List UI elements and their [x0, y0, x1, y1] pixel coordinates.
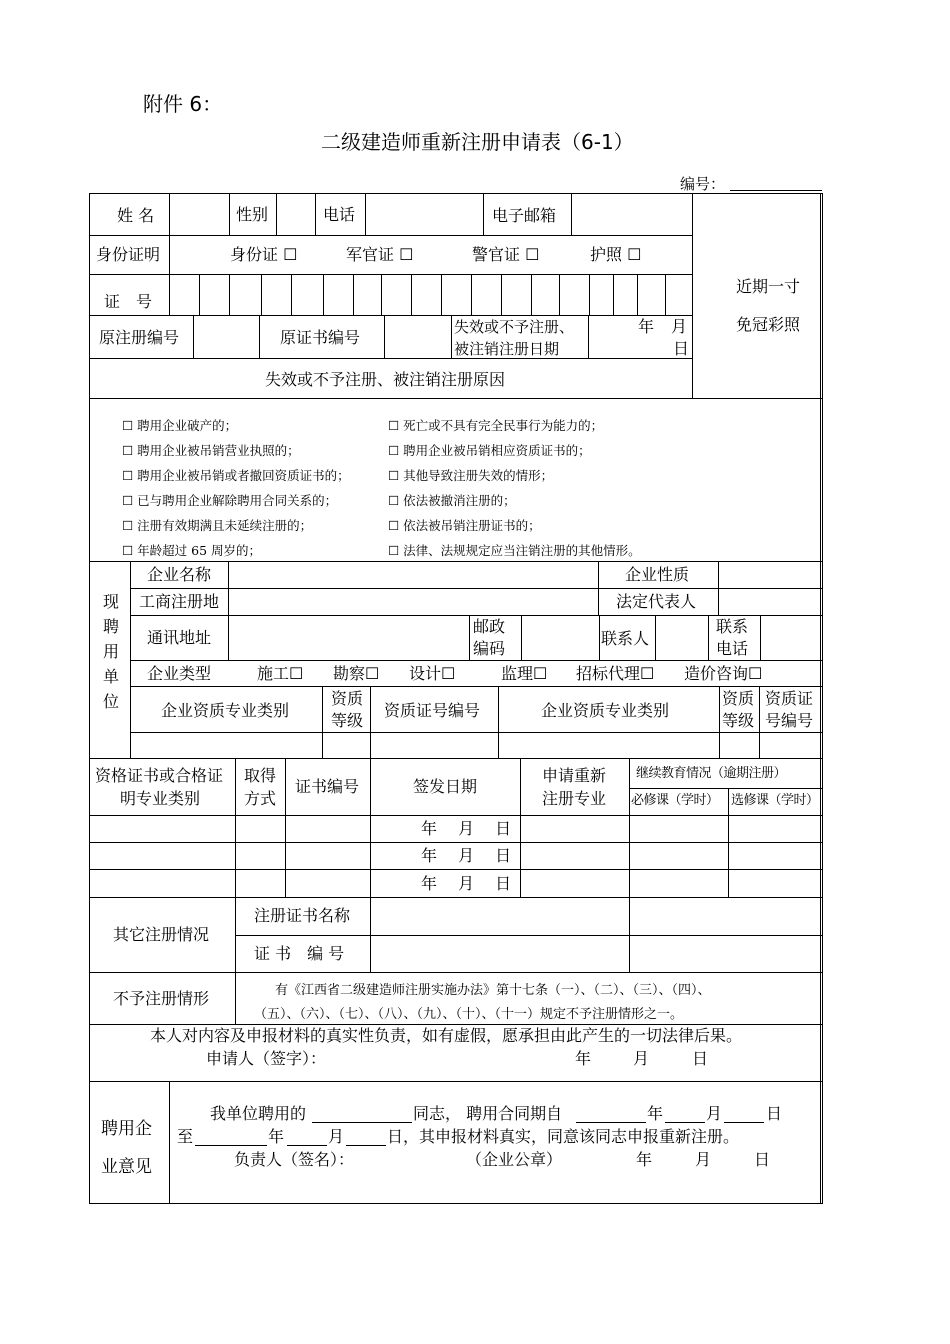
- reason-right-6[interactable]: ☐ 法律、法规规定应当注销注册的其他情形。: [388, 543, 641, 558]
- qual-col3-label: 证书编号: [295, 777, 360, 796]
- id-option-passport[interactable]: 护照 ☐: [590, 245, 642, 264]
- photo-label-line1: 近期一寸: [736, 277, 801, 296]
- opinion-year[interactable]: 年: [636, 1150, 653, 1169]
- qual-category-label-2: 企业资质专业类别: [541, 701, 670, 720]
- number-label: 编号：: [680, 175, 726, 193]
- qual-data-row[interactable]: [131, 733, 820, 758]
- opinion-line1-a: 我单位聘用的: [210, 1104, 307, 1123]
- opinion-line2-a: 至: [177, 1127, 194, 1146]
- name-field[interactable]: [170, 194, 229, 235]
- employer-opinion-label-2: 业意见: [101, 1157, 152, 1177]
- qual-cert-no-label-2b: 号编号: [765, 711, 814, 730]
- issue-date-row-3[interactable]: 年 月 日: [421, 874, 512, 893]
- company-type-label: 企业类型: [147, 664, 212, 683]
- issue-date-row-1[interactable]: 年 月 日: [421, 819, 512, 838]
- legal-rep-field[interactable]: [719, 589, 820, 615]
- employer-opinion-label-1: 聘用企: [101, 1119, 152, 1139]
- qual-cert-no-label-2a: 资质证: [765, 689, 814, 708]
- postal-field[interactable]: [522, 616, 599, 660]
- type-bidding-agent[interactable]: 招标代理☐: [576, 664, 655, 683]
- contact-label: 联系人: [601, 629, 650, 648]
- invalid-date-year[interactable]: 年: [638, 317, 655, 336]
- orig-cert-no-label: 原证书编号: [280, 328, 361, 347]
- name-label: 姓 名: [117, 206, 155, 225]
- orig-reg-no-label: 原注册编号: [99, 328, 180, 347]
- photo-label-line2: 免冠彩照: [736, 315, 801, 334]
- opinion-line2-b: 年: [268, 1127, 285, 1146]
- cert-number-field[interactable]: [170, 275, 692, 315]
- legal-rep-label: 法定代表人: [616, 592, 697, 611]
- qual-col1-label-1: 资格证书或合格证: [95, 766, 224, 785]
- employer-side-4: 单: [103, 667, 120, 686]
- type-supervision[interactable]: 监理☐: [501, 664, 548, 683]
- contract-end-day-blank[interactable]: [346, 1145, 386, 1146]
- id-option-idcard[interactable]: 身份证 ☐: [230, 245, 298, 264]
- elective-course-label: 选修课（学时）: [731, 793, 819, 808]
- number-field-line[interactable]: [730, 190, 822, 191]
- contact-phone-label-1: 联系: [716, 617, 749, 636]
- opinion-line1-c: 年: [647, 1104, 664, 1123]
- contract-start-month-blank[interactable]: [665, 1122, 705, 1123]
- declaration-year[interactable]: 年: [575, 1049, 592, 1068]
- reason-right-4[interactable]: ☐ 依法被撤消注册的；: [388, 493, 516, 508]
- required-course-label: 必修课（学时）: [631, 793, 719, 808]
- employer-side-3: 用: [103, 642, 120, 661]
- reason-left-4[interactable]: ☐ 已与聘用企业解除聘用合同关系的；: [122, 493, 338, 508]
- invalid-date-month[interactable]: 月: [671, 317, 688, 336]
- reason-left-3[interactable]: ☐ 聘用企业被吊销或者撤回资质证书的；: [122, 468, 350, 483]
- qual-cert-no-label: 资质证号编号: [384, 701, 481, 720]
- address-label: 通讯地址: [147, 628, 212, 647]
- type-design[interactable]: 设计☐: [409, 664, 456, 683]
- reg-place-label: 工商注册地: [139, 592, 220, 611]
- qual-col5-label-1: 申请重新: [542, 766, 607, 785]
- reg-cert-name-field[interactable]: [371, 898, 820, 935]
- not-registered-label: 不予注册情形: [113, 989, 210, 1008]
- opinion-line1-e: 日: [766, 1104, 783, 1123]
- contract-end-month-blank[interactable]: [287, 1145, 327, 1146]
- reason-left-5[interactable]: ☐ 注册有效期满且未延续注册的；: [122, 518, 313, 533]
- qual-level-label-4: 等级: [722, 711, 755, 730]
- reg-cert-no-field[interactable]: [371, 936, 820, 972]
- company-name-field[interactable]: [229, 562, 598, 588]
- employer-side-1: 现: [103, 592, 120, 611]
- employee-name-blank[interactable]: [312, 1122, 412, 1123]
- qual-col1-label-2: 明专业类别: [120, 789, 201, 808]
- type-survey[interactable]: 勘察☐: [333, 664, 380, 683]
- qual-col2-label-2: 方式: [244, 789, 277, 808]
- qual-col5-label-2: 注册专业: [542, 789, 607, 808]
- contact-field[interactable]: [656, 616, 708, 660]
- attachment-label: 附件 6：: [143, 92, 223, 116]
- not-registered-line-1: 有《江西省二级建造师注册实施办法》第十七条（一）、（二）、（三）、（四）、: [275, 983, 711, 998]
- page-title: 二级建造师重新注册申请表（6-1）: [321, 130, 634, 154]
- declaration-month[interactable]: 月: [633, 1049, 650, 1068]
- employer-side-2: 聘: [103, 617, 120, 636]
- reg-place-field[interactable]: [229, 589, 598, 615]
- contract-end-year-blank[interactable]: [195, 1145, 267, 1146]
- qual-level-label-1: 资质: [331, 689, 364, 708]
- gender-field[interactable]: [277, 194, 315, 235]
- gender-label: 性别: [236, 205, 269, 224]
- not-registered-line-2: （五）、（六）、（七）、（八）、（九）、（十）、（十一）规定不予注册情形之一。: [254, 1007, 684, 1022]
- opinion-line2-c: 月: [328, 1127, 345, 1146]
- declaration-text: 本人对内容及申报材料的真实性负责，如有虚假，愿承担由此产生的一切法律后果。: [150, 1026, 743, 1045]
- orig-cert-no-field[interactable]: [385, 316, 451, 358]
- qual-level-label-3: 资质: [722, 689, 755, 708]
- opinion-line1-b: 同志， 聘用合同期自: [413, 1104, 563, 1123]
- issue-date-row-2[interactable]: 年 月 日: [421, 846, 512, 865]
- continuing-edu-header: 继续教育情况（逾期注册）: [636, 766, 787, 781]
- opinion-line2-d: 日，其申报材料真实，同意该同志申报重新注册。: [387, 1127, 740, 1146]
- contract-start-year-blank[interactable]: [576, 1122, 646, 1123]
- company-name-label: 企业名称: [147, 565, 212, 584]
- reason-left-1[interactable]: ☐ 聘用企业破产的；: [122, 418, 238, 433]
- reason-right-1[interactable]: ☐ 死亡或不具有完全民事行为能力的；: [388, 418, 604, 433]
- company-nature-field[interactable]: [719, 562, 820, 588]
- address-field[interactable]: [229, 616, 469, 660]
- reg-cert-no-label: 证 书 编 号: [254, 944, 345, 963]
- other-reg-label: 其它注册情况: [113, 925, 210, 944]
- contact-phone-field[interactable]: [761, 616, 820, 660]
- company-seal-label: （企业公章）: [466, 1150, 563, 1169]
- opinion-month[interactable]: 月: [695, 1150, 712, 1169]
- contact-phone-label-2: 电话: [716, 639, 749, 658]
- phone-field[interactable]: [366, 194, 483, 235]
- phone-label: 电话: [323, 205, 356, 224]
- email-field[interactable]: [572, 194, 692, 235]
- reason-left-6[interactable]: ☐ 年龄超过 65 周岁的；: [122, 543, 262, 558]
- id-option-officer[interactable]: 军官证 ☐: [346, 245, 414, 264]
- qual-level-label-2: 等级: [331, 711, 364, 730]
- type-cost-consulting[interactable]: 造价咨询☐: [684, 664, 763, 683]
- id-option-police[interactable]: 警官证 ☐: [472, 245, 540, 264]
- opinion-line1-d: 月: [706, 1104, 723, 1123]
- reason-right-3[interactable]: ☐ 其他导致注册失效的情形；: [388, 468, 554, 483]
- email-label: 电子邮箱: [492, 206, 557, 225]
- reason-left-2[interactable]: ☐ 聘用企业被吊销营业执照的；: [122, 443, 300, 458]
- qual-col4-label: 签发日期: [413, 777, 478, 796]
- invalid-date-label-1: 失效或不予注册、: [454, 318, 575, 336]
- applicant-signature-label: 申请人（签字）：: [206, 1049, 327, 1068]
- invalid-date-day[interactable]: 日: [673, 339, 690, 358]
- postal-label-2: 编码: [473, 639, 506, 658]
- reg-cert-name-label: 注册证书名称: [254, 906, 351, 925]
- cert-number-label: 证 号: [104, 292, 153, 311]
- reason-right-2[interactable]: ☐ 聘用企业被吊销相应资质证书的；: [388, 443, 591, 458]
- id-proof-label: 身份证明: [96, 245, 161, 264]
- orig-reg-no-field[interactable]: [194, 316, 259, 358]
- responsible-signature-label: 负责人（签名）：: [234, 1150, 355, 1169]
- invalid-date-label-2: 被注销注册日期: [454, 340, 560, 358]
- qual-category-label: 企业资质专业类别: [161, 701, 290, 720]
- contract-start-day-blank[interactable]: [724, 1122, 764, 1123]
- type-construction[interactable]: 施工☐: [257, 664, 304, 683]
- qual-col2-label-1: 取得: [244, 766, 277, 785]
- employer-side-5: 位: [103, 692, 120, 711]
- reason-header: 失效或不予注册、被注销注册原因: [265, 370, 506, 389]
- company-nature-label: 企业性质: [625, 565, 690, 584]
- declaration-day[interactable]: 日: [692, 1049, 709, 1068]
- opinion-day[interactable]: 日: [754, 1150, 771, 1169]
- reason-right-5[interactable]: ☐ 依法被吊销注册证书的；: [388, 518, 541, 533]
- postal-label-1: 邮政: [473, 617, 506, 636]
